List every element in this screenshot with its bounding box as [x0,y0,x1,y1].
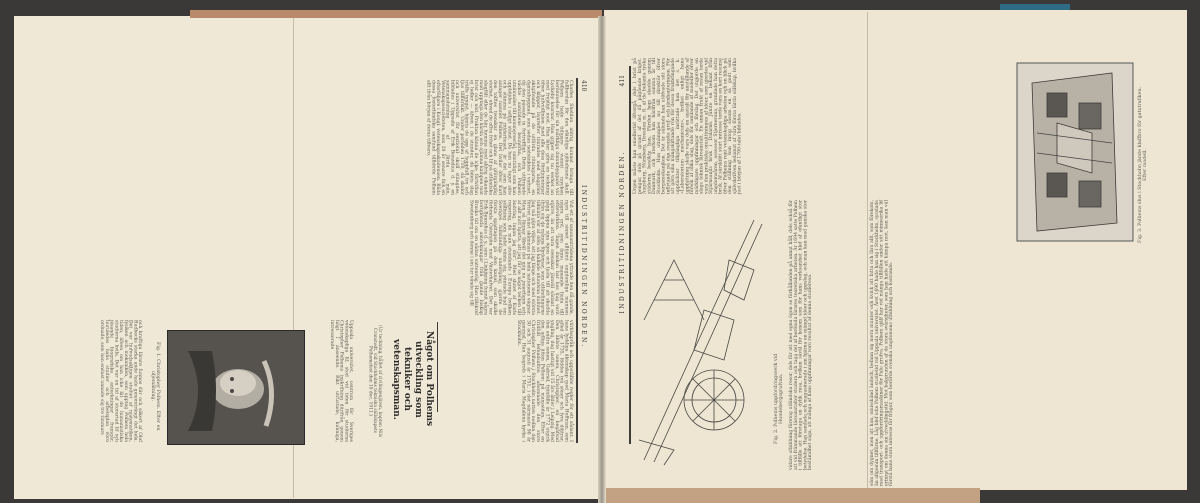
text-column-3-mid: Uppsala universitet, centrum för Sveriges vetenskapliga lif, stod vid tiden för studierna Christopher Polhems inskrifning därifrån genom högt i anseende. Rikt utrustade, kunniga, intresserade [329,320,353,442]
text-column-mid: vidare utbildning företog utländska resor, dels för att med egna ögon se förhållanden på annat håll, dels också för att vid främmande läroanstalter studera och taga del af berömda lärares teoretiska arbeten. År 1694 satte Polhem i tillfälle att företaga en dylik resa, hvilken såväl för honom som för hans verksamhet blef af ofantligt stor betydelse. Han samlade och magasinerade i sin hjärna en mängd idéer och uppslag, och man kan med ganska stor bestämdhet säga, att många af hans uppfinningar voro resultat af denna studieresa. [789,200,813,470]
heading-note: (Ur teckning, hållet af civilingenjören, kapten Nils Cronstedt, vid Stockholms tekniska sällskapets Polhemsfest den 18 dec. 1911.) [367,324,382,438]
figure-2-caption: Fig. 2. Polhems uppfordringsverk vid Humlebergsgrufvan. [774,353,784,445]
figure-1-caption: Fig. 1. Christopher Polhem. Efter en oljemålning. [150,341,160,431]
page-number: 411 [619,75,626,87]
text-column-lower: söm om dygnet, men att han, omisskänd ändock, befann sig mera munter och kvick att fatta och lära allt, som förekom, än allgemin tillförne. Låg blef icke Polhem studietid vid Uppsala universitet. Året 1690 hade han sig i Stockholm, sysslade med transport- och uppfordringsmaskiner för Falu grufva. Polhem själf har vid många tillfällen under sitt minnesrika lif erinrat om denna sin utvecklingstid. Mot bakgrunden af de stora svårigheter, som han hade att kämpa mot, kan man väl förstå hans stora intresse för frågor, som berörde svenska ungdomens utbildning och fostrande. [870,200,894,486]
text-column-1: Charles Sheldon aldrig kunnat bringa till fullbordan för den oländiga sjöholmens skull. Polhem hade tidigare vunnit mycken berömmelse för sin märkliga dammbyggnad vid Lyckeby kvarnar. Han griper sig nu verket an med frejdigt mod. Han låter göra en teckning öfver hufvudlinien med alla dess fördjupningar och klippor, hvarefter timrades med noggrant aktgifvande på de utförda ritningarna, en dammbyggnad, som sedan nedsänktes i vattnet, då den passade in fortreffligt. Detta utförande väckte samtidens beundran, och Polhem utnämndes till kommerseråd, samtidigt som han upphöjdes i adligt stånd. Då han nu tager säte och stämma på riddarhuset, är det som han antager namnet Polhem. Det hvilar öfver Karl den tolftes tvenskar en glans af oförgänglig storhet, ehvad de offra frihet och lif på utländska slagfält eller de här hemma med aldrig vikande mod upptaga den hårda och ojämna kampen mot brist och nöd. Praktan känna de icke; förtviflan ej heller — äfven i de stunder, då ödets slag träffa tyngst, hämta de upp af hoppfull tro och ljus tillförsikt. Under perioden 1710, då skolor och universitet för sextiotal skull stängdes, bildades i Uppsala af Erik Benzelius d. y. en sammanslutning af lärda män, Vetenskapssocieteten, som 29 år senare fick en efterföljare i Kungl. vetenskapsakademien. Båda dessa fosterländska samfund tillhörde Polhem allt ifrån början af deras tillvaro. [425,80,573,195]
portrait-figure [167,330,305,445]
bookmark-ribbon [1000,4,1070,10]
text-column-2: Vid ett af sammanträdena yttrade den då gamle, men till sinnet alltjämt ungdomlige mannen några ord, som ännu manande ljuda till eftervärlden. "Ingen önskan har hos mig varit större, än att vara svenskar jämväl sådant en gång öppna sina ögon och ljuda till att skudda ifrån sig de många fördomar, som utländingarne tillmäta vår af dem så kallade afundsna dumhet. Jag må göra viljen, att jag länge och med största förtret måst skämmas på hela nationens vägnar. Men så fägnar likväl det mig nu innerligen och af allt mitt hjärta, att jag får se något tecken till ändring, innan jag dör". Med slutet af Karls regering, då man utomlands i Europa hvilken ställning som helst vänta sig, väntade bud om Sveriges fullständiga undergång, gjorde de första spadtagen på den kanal, som skulle förbinda Östersjön med Västerhafvet. Det var Erik Benzelius d. y., som i Linköping funnit några bortglömda anteckningar från gamle biskop Brasks tid om en sådan vattenväg. Han tillskref Swedenborg och denne i sin tur vände sig till [468,200,573,315]
figure-2-engraving [634,200,770,470]
text-column-top: Urgen måste han emellertid öfvergå, dels i brist på pengar, dels på grund af det då pågående kriget. Augsburg, Nürnberg, Dresden m. fl. af de bekanta tyska städerna besökte han. Färden hem skedde genom Danmark, och återkom han härifrån samma år till Stockholm. Han utnämndes nu till direktör öfver bergsmekaniken. Det är sålunda han utöfvade sitt stora inflytande på den svenska gruf- och järnhanteringen. För att göra sina mångskiftande rön för dessa frukbringande upptäckter tillgängliga inrättade han det s. k. »Laboratorium mechanicum», hvilket enligt hans uppfattning skulle vara dels en anstalt för anställande af försök af olika slag, dels för samlande af modeller öfver märkligare uppfinningar och förslag. Det utgjorde en slags teknisk läroanstalt. En annan frukt af resan torde vara den praktiska omsättningen af idéer, som gjordes vid Stjärnsunds bruk i Dalarne. Jämte en bekant från ungdomsåren, assessor Stjernerona, grundade han detta bruk. Af särskildt stort intresse torde vara en kort resumé öfver Polhems rent vetenskapliga arbeten och en blick på den ställning han intog såsom en så godt som självskrifven ledamot af våra första lärda sällskap, hvilka just i början af 1700-talet bildades. [633,58,743,194]
portrait-image [168,331,304,444]
page-number: 410 [580,80,587,92]
figure-3-caption: Fig. 3. Polhems slus i Stockholm jämte klaffbro för gatutrafiken. Efter modell. [1138,86,1148,244]
header-rule [576,78,578,443]
figure-3-sluice-model [1017,63,1133,241]
text-column-3-right: världsspråk och uppställde regler för ett sådant. I hans lyckliga äktenskap med Maria Hoffman, som afled år 1735, föddes två söner och fyra döttrar. Den äldste sonen, Christopher, en begåfvad yngling, dog hastigt vid 15 års ålder i Leipzig. Med den andra sonen, Gabriel, fränfälle år 1772 utgick den adliga ätten Polhem på manssidan. Efter en fridfull lefnadsafton afsomnade den store Christopher Polhem i Stockholm natten mellan den 30 och 31 augusti år 1751, i det närmaste 90 år gammal. Han begrofs i Maria Magdalena kyrka i Stockholm. [515,320,573,442]
section-rule [437,322,438,412]
running-head: INDUSTRITIDNINGEN NORDEN. [619,150,626,314]
book-cover-edge-bottom [600,488,980,503]
header-rule [629,66,631,444]
article-heading: Något om Polhems utveckling som tekniker och vetenskapsman. [391,331,434,427]
book-cover-edge [190,10,602,18]
text-column-3-left: och kraftiga lärare funnos där och säkert af Olof Rudbecks starka ande hade genomträngt det hela. Det var hufvudsakligen studiet af matematiken, fysiken och mekaniken, som upptog Polhem hela tiden, äfven om han icke lät de humanistiska studierna hvila. Det var en tid af storartad lif och jäsande biografiska anteckningar framgår, huruledes hans studier och arbetsplan voro ordnade, som han endast unnade sig tre timmars [99,320,142,442]
running-head: INDUSTRITIDNINGEN NORDEN. [580,185,587,349]
book-binding [598,16,606,503]
